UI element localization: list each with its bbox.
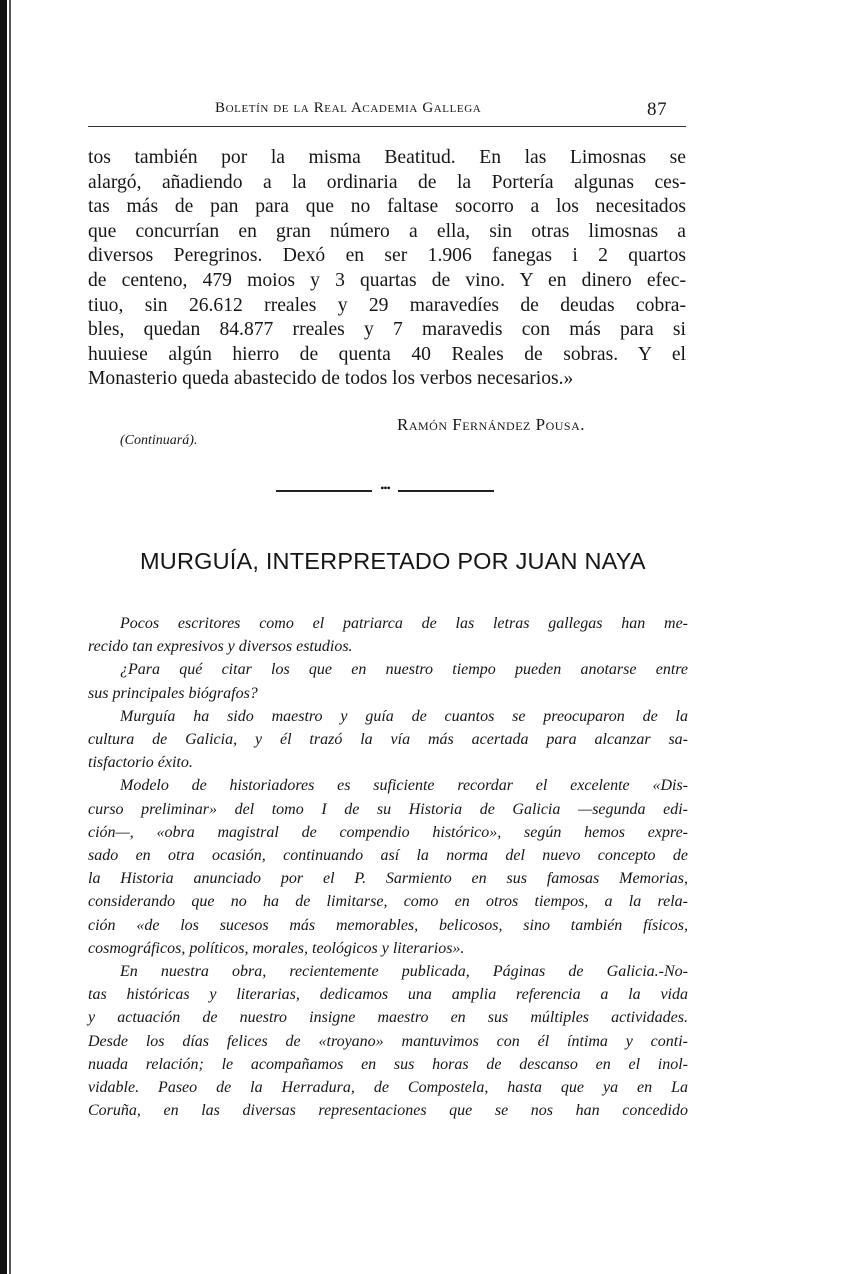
article-line: sus principales biógrafos? <box>88 684 258 702</box>
running-header <box>215 99 685 120</box>
quote-line: tiuo, sin 26.612 rreales y 29 maravedíes de deudas cobra- <box>88 294 686 316</box>
article-line: Coruña, en las diversas representaciones que se nos han concedido <box>88 1102 688 1120</box>
article-line: tisfactorio éxito. <box>88 754 193 772</box>
page-number: 87 <box>647 99 668 120</box>
article-line: y actuación de nuestro insigne maestro en sus múltiples actividades. <box>88 1009 688 1027</box>
article-line: considerando que no ha de limitarse, como en otros tiempos, a la rela- <box>88 893 688 911</box>
article-line: Modelo de historiadores es suficiente recordar el excelente «Dis- <box>120 777 688 795</box>
article-title: MURGUÍA, INTERPRETADO POR JUAN NAYA <box>140 548 646 574</box>
page-scan-edge-shadow <box>9 0 11 1274</box>
article-line: tas históricas y literarias, dedicamos una amplia referencia a la vida <box>88 986 688 1004</box>
article-line: Murguía ha sido maestro y guía de cuantos se preocuparon de la <box>120 707 688 725</box>
article-line: cosmográficos, políticos, morales, teológicos y literarios». <box>88 939 465 957</box>
header-rule <box>88 126 686 127</box>
quote-line: diversos Peregrinos. Dexó en ser 1.906 fanegas i 2 quartos <box>88 245 686 267</box>
article-line: recido tan expresivos y diversos estudios. <box>88 638 353 656</box>
quote-line: bles, quedan 84.877 rreales y 7 maravedis con más para si <box>88 319 686 341</box>
article-line: vidable. Paseo de la Herradura, de Compostela, hasta que ya en La <box>88 1079 688 1097</box>
article-line: sado en otra ocasión, continuando así la norma del nuevo concepto de <box>88 847 688 865</box>
article-line: la Historia anunciado por el P. Sarmiento en sus famosas Memorias, <box>88 870 688 888</box>
article-line: cultura de Galicia, y él trazó la vía más acertada para alcanzar sa- <box>88 731 688 749</box>
journal-title: Boletín de la Real Academia Gallega <box>215 100 482 116</box>
quote-line: tos también por la misma Beatitud. En las Limosnas se <box>88 147 686 168</box>
ornament-dots: ••• <box>380 481 390 495</box>
ornament-line-right <box>398 490 494 492</box>
article-line: Desde los días felices de «troyano» mantuvimos con él íntima y conti- <box>88 1032 688 1050</box>
continuation-note: (Continuará). <box>120 433 198 448</box>
article-line: ¿Para qué citar los que en nuestro tiempo pueden anotarse entre <box>120 661 688 679</box>
quote-line: de centeno, 479 moios y 3 quartas de vino. Y en dinero efec- <box>88 269 686 291</box>
author-signature: Ramón Fernández Pousa. <box>397 415 585 434</box>
section-ornament <box>276 481 494 496</box>
quote-line: tas más de pan para que no faltase socorro a los necesitados <box>88 196 686 218</box>
article-body <box>88 612 688 1122</box>
article-line: ción «de los sucesos más memorables, belicosos, sino también físicos, <box>88 916 688 934</box>
article-line: ción—, «obra magistral de compendio histórico», según hemos expre- <box>88 823 688 841</box>
article-line: Pocos escritores como el patriarca de las letras gallegas han me- <box>120 615 688 632</box>
quote-line: Monasterio queda abastecido de todos los verbos necesarios.» <box>88 368 574 390</box>
quote-line: que concurrían en gran número a ella, sin otras limosnas a <box>88 220 686 242</box>
article-line: En nuestra obra, recientemente publicada, Páginas de Galicia.-No- <box>120 963 688 981</box>
page-scan-edge <box>0 0 7 1274</box>
quote-block <box>88 146 686 392</box>
quote-line: huuiese algún hierro de quenta 40 Reales de sobras. Y el <box>88 343 686 365</box>
article-line: nuada relación; le acompañamos en sus horas de descanso en el inol- <box>88 1055 688 1073</box>
ornament-line-left <box>276 490 372 492</box>
quote-line: alargó, añadiendo a la ordinaria de la Portería algunas ces- <box>88 171 686 193</box>
article-line: curso preliminar» del tomo I de su Historia de Galicia —segunda edi- <box>88 800 688 818</box>
